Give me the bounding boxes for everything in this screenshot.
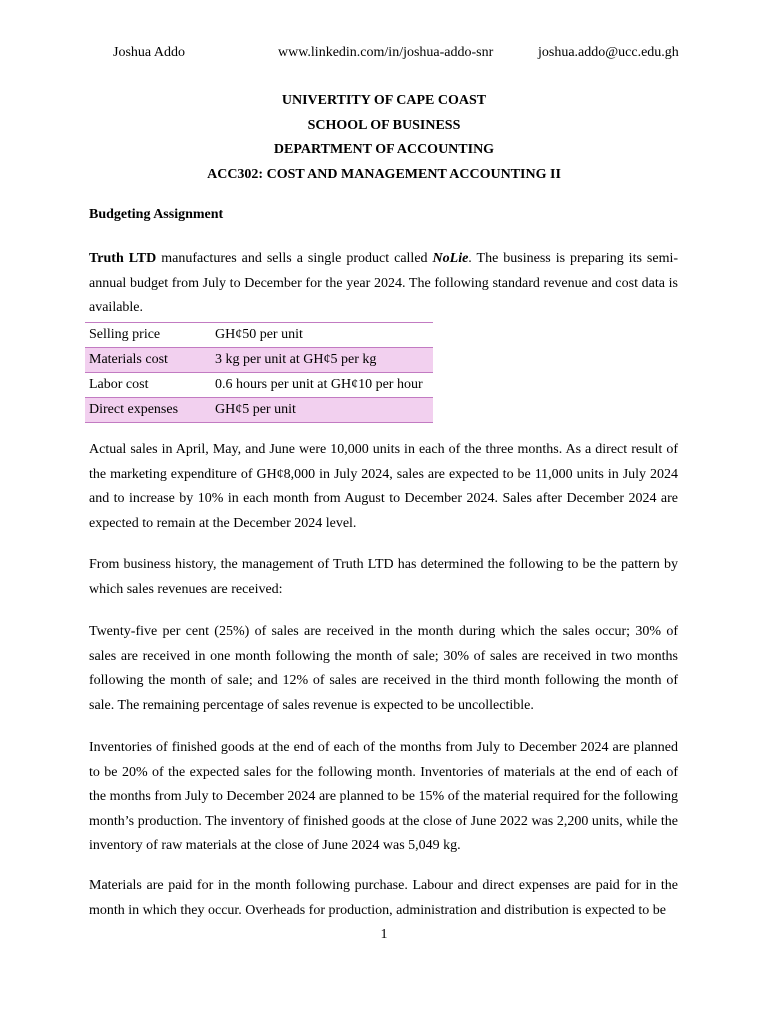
table-cell-item: Labor cost bbox=[85, 373, 211, 398]
sales-paragraph: Actual sales in April, May, and June were 10,000 units in each of the three months. As a direct result of the marketing expenditure of GH¢8,000 in July 2024, sales are expected to be 11,000 units in July 2024 and to increase by 10% in each month from August to December 2024. Sales after December 2024 are expected to remain at the December 2024 level. bbox=[89, 442, 678, 531]
school-title: SCHOOL OF BUSINESS bbox=[307, 117, 461, 133]
section-heading: Budgeting Assignment bbox=[89, 207, 224, 222]
inventory-paragraph: Inventories of finished goods at the end of each of the months from July to December 2024 are planned to be 20% of the expected sales for the following month. Inventories of materials at the end of each of the months from July to December 2024 are planned to be 15% of the material required for the following month’s production. The inventory of finished goods at the close of June 2022 was 2,200 units, while the inventory of raw materials at the close of June 2024 was 5,049 kg. bbox=[89, 740, 678, 853]
university-title: UNIVERTITY OF CAPE COAST bbox=[281, 93, 487, 108]
table-row bbox=[85, 348, 433, 373]
history-paragraph: From business history, the management of Truth LTD has determined the following to be the pattern by which sales revenues are received: bbox=[89, 557, 678, 597]
intro-text-a: manufactures and sells a single product called bbox=[156, 251, 433, 266]
table-row bbox=[85, 398, 433, 423]
standard-data-table bbox=[85, 322, 433, 423]
collection-paragraph: Twenty-five per cent (25%) of sales are received in the month during which the sales occur; 30% of sales are received in one month following the month of sale; 30% of sales are received in two months following the month of sale; and 12% of sales are received in the third month following the month of sale. The remaining percentage of sales revenue is expected to be uncollectible. bbox=[89, 624, 678, 713]
document-titles bbox=[89, 90, 679, 188]
table-cell-item: Selling price bbox=[85, 323, 211, 348]
table-cell-item: Materials cost bbox=[85, 348, 211, 373]
email-address[interactable]: joshua.addo@ucc.edu.gh bbox=[538, 45, 679, 60]
course-title: ACC302: COST AND MANAGEMENT ACCOUNTING II bbox=[207, 166, 561, 182]
table-cell-item: Direct expenses bbox=[85, 398, 211, 423]
table-row bbox=[85, 373, 433, 398]
intro-paragraph bbox=[89, 247, 678, 321]
table-cell-value: GH¢50 per unit bbox=[211, 323, 433, 348]
company-name: Truth LTD bbox=[89, 251, 157, 266]
page-number: 1 bbox=[380, 927, 388, 942]
department-title: DEPARTMENT OF ACCOUNTING bbox=[273, 142, 495, 157]
product-name: NoLie bbox=[432, 251, 469, 266]
table-cell-value: 0.6 hours per unit at GH¢10 per hour bbox=[211, 373, 433, 398]
intro-text-b: . The business is preparing its semi-annual budget from July to December for the year 2024. The following standard revenue and cost data is available. bbox=[89, 251, 679, 315]
linkedin-link[interactable]: www.linkedin.com/in/joshua-addo-snr bbox=[278, 45, 494, 60]
author-name: Joshua Addo bbox=[113, 45, 185, 60]
table-row bbox=[85, 323, 433, 348]
page-header bbox=[0, 45, 768, 65]
payments-paragraph: Materials are paid for in the month following purchase. Labour and direct expenses are paid for in the month in which they occur. Overheads for production, administration and distribution is expected to be bbox=[89, 878, 678, 918]
table-cell-value: GH¢5 per unit bbox=[211, 398, 433, 423]
table-cell-value: 3 kg per unit at GH¢5 per kg bbox=[211, 348, 433, 373]
